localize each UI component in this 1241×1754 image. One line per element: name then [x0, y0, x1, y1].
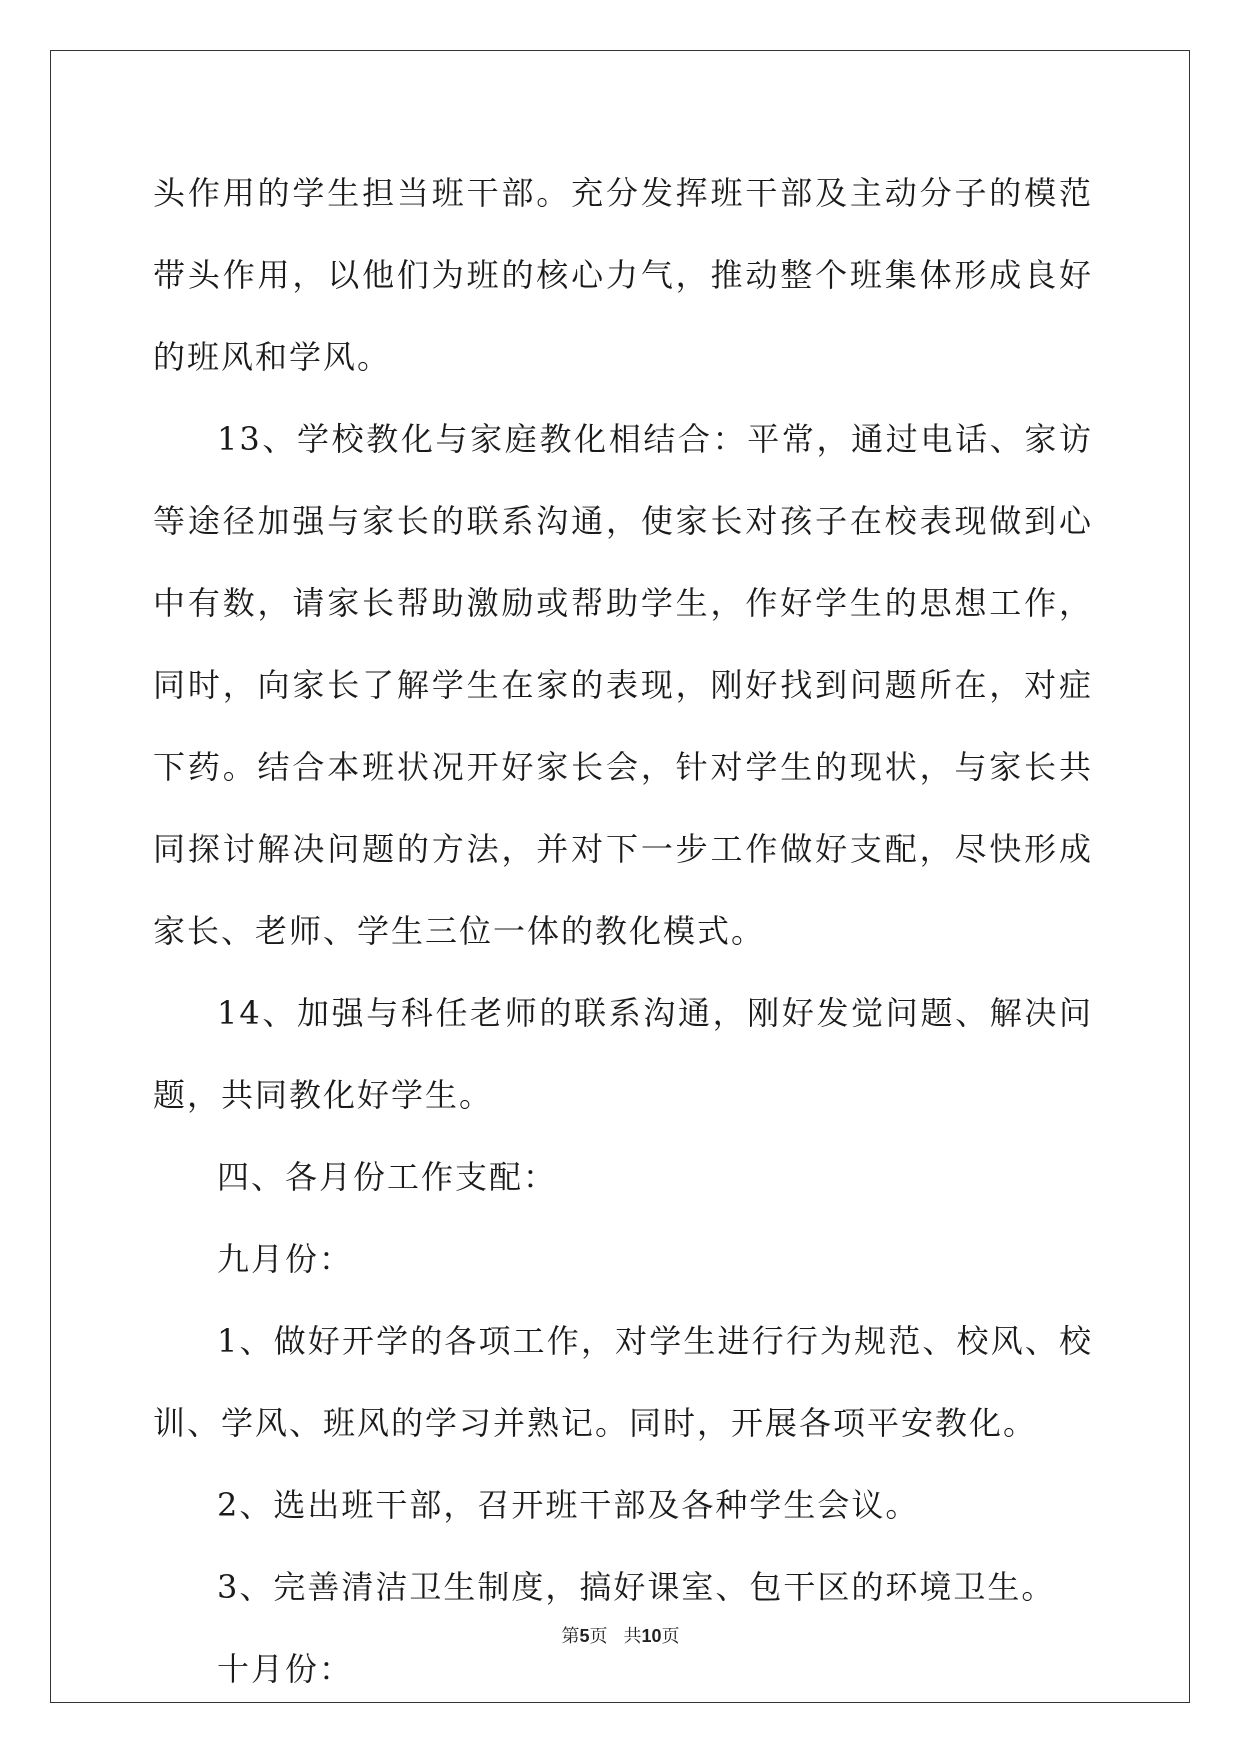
paragraph-7: 2、选出班干部，召开班干部及各种学生会议。: [217, 1486, 920, 1524]
footer-page-number: 5: [579, 1626, 590, 1646]
footer-total-pages: 10: [641, 1626, 662, 1646]
month-heading-october: 十月份：: [217, 1650, 354, 1688]
document-body: [153, 152, 1093, 1710]
paragraph-2: 13、学校教化与家庭教化相结合：平常，通过电话、家访等途径加强与家长的联系沟通，使家长对孩子在校表现做到心中有数，请家长帮助激励或帮助学生，作好学生的思想工作，同时，向家长了解学生在家的表现，刚好找到问题所在，对症下药。结合本班状况开好家长会，针对学生的现状，与家长共同探讨解决问题的方法，并对下一步工作做好支配，尽快形成家长、老师、学生三位一体的教化模式。: [153, 420, 1093, 950]
footer-total-prefix: 共: [623, 1626, 642, 1647]
section-heading-monthly-plan: 四、各月份工作支配：: [217, 1158, 558, 1196]
footer-total-suffix: 页: [661, 1626, 680, 1647]
footer-prefix: 第: [561, 1626, 580, 1647]
footer-page-suffix: 页: [589, 1626, 608, 1647]
page-footer: [0, 1624, 1241, 1649]
paragraph-3: 14、加强与科任老师的联系沟通，刚好发觉问题、解决问题，共同教化好学生。: [153, 994, 1093, 1114]
month-heading-september: 九月份：: [217, 1240, 354, 1278]
paragraph-6: 1、做好开学的各项工作，对学生进行行为规范、校风、校训、学风、班风的学习并熟记。同时，开展各项平安教化。: [153, 1322, 1093, 1442]
paragraph-1: 头作用的学生担当班干部。充分发挥班干部及主动分子的模范带头作用，以他们为班的核心力气，推动整个班集体形成良好的班风和学风。: [153, 174, 1093, 376]
paragraph-8: 3、完善清洁卫生制度，搞好课室、包干区的环境卫生。: [217, 1568, 1056, 1606]
